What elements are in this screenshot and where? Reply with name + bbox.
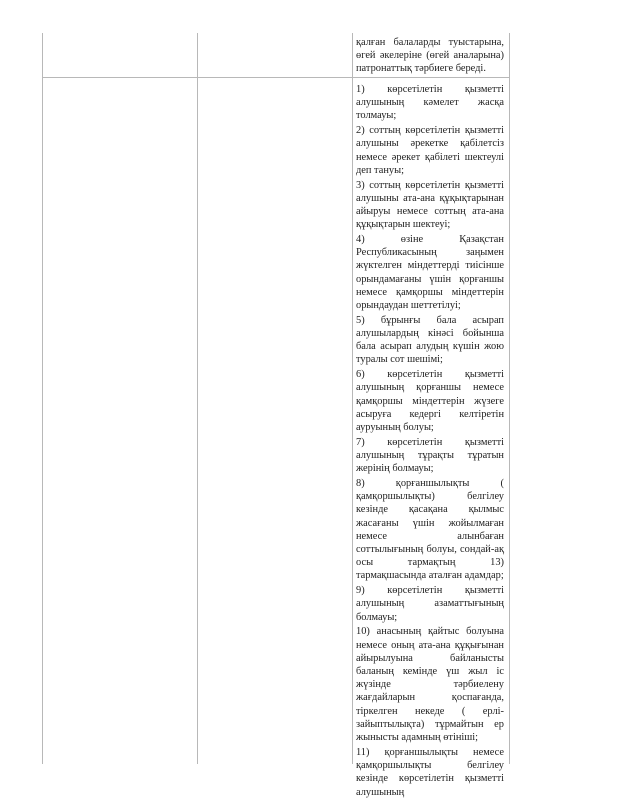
list-item: 5) бұрынғы бала асырап алушылардың кінәсі бойынша бала асырап алудың күшін жою туралы сот шешімі; <box>356 314 504 366</box>
list-item: 8) қорғаншылықты ( қамқоршылықты) белгілеу кезінде қасақана қылмыс жасағаны үшін жойылмаған немесе алынбаған соттылығының болуы, сондай-ақ осы тармақтың 13) тармақшасында аталған адамдар; <box>356 478 504 582</box>
list-item: 10) анасының қайтыс болуына немесе оның ата-ана құқығынан айырылуына байланысты баланың кемінде үш жыл іс жүзінде тәрбиелену жағдайларын қоспағанда, тіркелген некеде ( ерлі-зайыптылықта) тұрмайтын ер жынысты адамның өтініші; <box>356 626 504 744</box>
list-item: 2) соттың көрсетілетін қызметті алушыны әрекетке қабілетсіз немесе әрекет қабілеті шектеулі деп тануы; <box>356 125 504 176</box>
list-item: 3) соттың көрсетілетін қызметті алушыны ата-ана құқықтарынан айыруы немесе соттың ата-ана құқықтарын шектеуі; <box>356 179 504 231</box>
table-column-divider-1 <box>197 33 198 764</box>
list-item: 9) көрсетілетін қызметті алушының азаматтығының болмауы; <box>356 585 504 623</box>
list-item: 7) көрсетілетін қызметті алушының тұрақты тұратын жерінің болмауы; <box>356 436 504 475</box>
list-item: 6) көрсетілетін қызметті алушының қорғаншы немесе қамқоршы міндеттерін жүзеге асыруға кедергі келтіретін ауруының болуы; <box>356 369 504 434</box>
list-item: 11) қорғаншылықты немесе қамқоршылықты белгілеу кезінде көрсетілетін қызметті алушының <box>356 746 504 798</box>
list-item: 4) өзіне Қазақстан Республикасының заңымен жүктелген міндеттерді тиісінше орындамағаны үшін қорғаншы немесе қамқоршы міндеттерін орындаудан шеттетілуі; <box>356 234 504 312</box>
list-item: 1) көрсетілетін қызметті алушының кәмелет жасқа толмауы; <box>356 84 504 122</box>
table-cell-row1-col3 <box>356 36 504 77</box>
table-column-divider-2 <box>352 33 353 764</box>
row1-text: қалған балаларды туыстарына, өгей әкелеріне (өгей аналарына) патронаттық тәрбиеге береді. <box>356 37 504 75</box>
table-cell-row2-col3 <box>356 83 504 800</box>
table-border-left <box>42 33 43 764</box>
table-border-right <box>509 33 510 764</box>
